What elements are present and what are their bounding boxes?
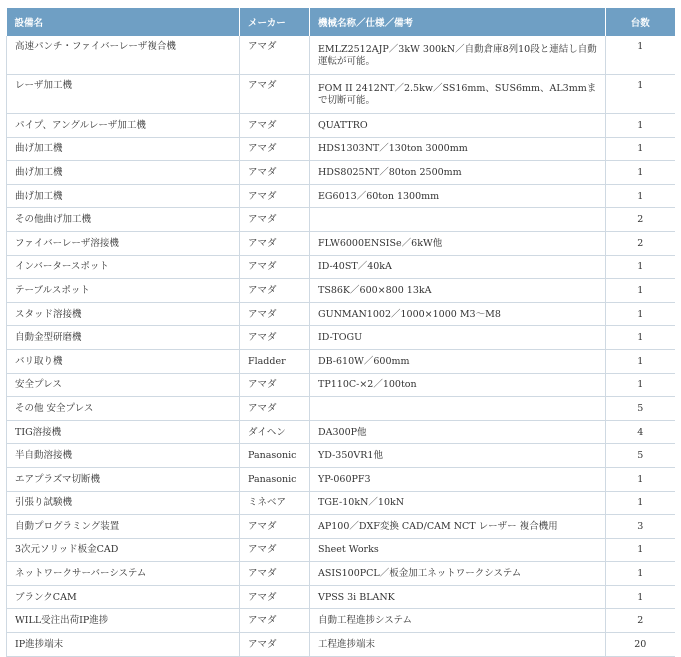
maker-cell: アマダ <box>240 36 310 75</box>
table-row <box>7 585 675 609</box>
header-count: 台数 <box>606 8 675 36</box>
equipment-name-cell: 引張り試験機 <box>7 491 240 515</box>
table-row <box>7 349 675 373</box>
maker-cell: ミネベア <box>240 491 310 515</box>
equipment-name-cell: 半自動溶接機 <box>7 444 240 468</box>
count-cell: 2 <box>606 208 675 232</box>
table-row <box>7 75 675 114</box>
maker-cell: アマダ <box>240 515 310 539</box>
table-body <box>7 36 675 656</box>
spec-cell: FLW6000ENSISe／6kW他 <box>310 231 606 255</box>
spec-cell: YD-350VR1他 <box>310 444 606 468</box>
count-cell: 1 <box>606 161 675 185</box>
spec-cell: HDS8025NT／80ton 2500mm <box>310 161 606 185</box>
maker-cell: アマダ <box>240 114 310 138</box>
table-row <box>7 302 675 326</box>
maker-cell: アマダ <box>240 585 310 609</box>
equipment-name-cell: TIG溶接機 <box>7 420 240 444</box>
spec-cell: YP-060PF3 <box>310 467 606 491</box>
table-row <box>7 114 675 138</box>
count-cell: 1 <box>606 184 675 208</box>
count-cell: 1 <box>606 255 675 279</box>
table-row <box>7 420 675 444</box>
maker-cell: アマダ <box>240 208 310 232</box>
table-row <box>7 161 675 185</box>
spec-cell: Sheet Works <box>310 538 606 562</box>
spec-cell: TS86K／600×800 13kA <box>310 279 606 303</box>
count-cell: 1 <box>606 279 675 303</box>
spec-cell: DA300P他 <box>310 420 606 444</box>
spec-cell: 工程進捗端末 <box>310 633 606 657</box>
spec-cell <box>310 208 606 232</box>
maker-cell: アマダ <box>240 326 310 350</box>
table-header <box>7 8 675 36</box>
equipment-name-cell: 曲げ加工機 <box>7 184 240 208</box>
maker-cell: アマダ <box>240 633 310 657</box>
equipment-name-cell: インバータースポット <box>7 255 240 279</box>
maker-cell: アマダ <box>240 75 310 114</box>
equipment-name-cell: 曲げ加工機 <box>7 161 240 185</box>
count-cell: 1 <box>606 36 675 75</box>
spec-cell: GUNMAN1002／1000×1000 M3～M8 <box>310 302 606 326</box>
table-row <box>7 231 675 255</box>
count-cell: 2 <box>606 609 675 633</box>
equipment-name-cell: レーザ加工機 <box>7 75 240 114</box>
equipment-name-cell: 3次元ソリッド板金CAD <box>7 538 240 562</box>
count-cell: 1 <box>606 491 675 515</box>
spec-cell: ASIS100PCL／板金加工ネットワークシステム <box>310 562 606 586</box>
spec-cell: TP110C-×2／100ton <box>310 373 606 397</box>
equipment-name-cell: 安全プレス <box>7 373 240 397</box>
maker-cell: Panasonic <box>240 444 310 468</box>
equipment-name-cell: スタッド溶接機 <box>7 302 240 326</box>
count-cell: 1 <box>606 538 675 562</box>
table-row <box>7 444 675 468</box>
maker-cell: アマダ <box>240 302 310 326</box>
spec-cell: 自動工程進捗システム <box>310 609 606 633</box>
maker-cell: アマダ <box>240 562 310 586</box>
equipment-name-cell: ファイバーレーザ溶接機 <box>7 231 240 255</box>
equipment-name-cell: 高速パンチ・ファイバーレーザ複合機 <box>7 36 240 75</box>
maker-cell: アマダ <box>240 279 310 303</box>
count-cell: 5 <box>606 444 675 468</box>
count-cell: 1 <box>606 302 675 326</box>
spec-cell: ID-TOGU <box>310 326 606 350</box>
maker-cell: アマダ <box>240 137 310 161</box>
table-row <box>7 137 675 161</box>
maker-cell: アマダ <box>240 161 310 185</box>
table-row <box>7 515 675 539</box>
header-row <box>7 8 675 36</box>
count-cell: 1 <box>606 137 675 161</box>
equipment-name-cell: 曲げ加工機 <box>7 137 240 161</box>
equipment-name-cell: エアプラズマ切断機 <box>7 467 240 491</box>
count-cell: 1 <box>606 114 675 138</box>
maker-cell: アマダ <box>240 397 310 421</box>
maker-cell: ダイヘン <box>240 420 310 444</box>
equipment-name-cell: 自動プログラミング装置 <box>7 515 240 539</box>
table-row <box>7 373 675 397</box>
spec-cell: QUATTRO <box>310 114 606 138</box>
table-row <box>7 397 675 421</box>
spec-cell: HDS1303NT／130ton 3000mm <box>310 137 606 161</box>
maker-cell: アマダ <box>240 255 310 279</box>
equipment-name-cell: IP進捗端末 <box>7 633 240 657</box>
equipment-name-cell: テーブルスポット <box>7 279 240 303</box>
table-row <box>7 184 675 208</box>
equipment-name-cell: バリ取り機 <box>7 349 240 373</box>
table-row <box>7 609 675 633</box>
table-row <box>7 538 675 562</box>
count-cell: 1 <box>606 326 675 350</box>
maker-cell: アマダ <box>240 538 310 562</box>
equipment-name-cell: 自動金型研磨機 <box>7 326 240 350</box>
spec-cell: TGE-10kN／10kN <box>310 491 606 515</box>
maker-cell: アマダ <box>240 609 310 633</box>
count-cell: 1 <box>606 75 675 114</box>
count-cell: 5 <box>606 397 675 421</box>
count-cell: 20 <box>606 633 675 657</box>
equipment-name-cell: パイプ、アングルレーザ加工機 <box>7 114 240 138</box>
count-cell: 1 <box>606 349 675 373</box>
spec-cell: ID-40ST／40kA <box>310 255 606 279</box>
equipment-table-container <box>6 8 674 657</box>
table-row <box>7 467 675 491</box>
count-cell: 1 <box>606 585 675 609</box>
table-row <box>7 491 675 515</box>
header-equipment: 設備名 <box>7 8 240 36</box>
count-cell: 2 <box>606 231 675 255</box>
equipment-name-cell: ブランクCAM <box>7 585 240 609</box>
maker-cell: アマダ <box>240 184 310 208</box>
spec-cell: EG6013／60ton 1300mm <box>310 184 606 208</box>
spec-cell: EMLZ2512AJP／3kW 300kN／自動倉庫8列10段と連結し自動運転が可能。 <box>310 36 606 75</box>
equipment-name-cell: その他曲げ加工機 <box>7 208 240 232</box>
equipment-name-cell: その他 安全プレス <box>7 397 240 421</box>
count-cell: 1 <box>606 562 675 586</box>
count-cell: 1 <box>606 373 675 397</box>
count-cell: 1 <box>606 467 675 491</box>
table-row <box>7 633 675 657</box>
spec-cell <box>310 397 606 421</box>
equipment-name-cell: WILL受注出荷IP進捗 <box>7 609 240 633</box>
equipment-name-cell: ネットワークサーバーシステム <box>7 562 240 586</box>
count-cell: 4 <box>606 420 675 444</box>
spec-cell: VPSS 3i BLANK <box>310 585 606 609</box>
maker-cell: アマダ <box>240 231 310 255</box>
maker-cell: Panasonic <box>240 467 310 491</box>
table-row <box>7 36 675 75</box>
table-row <box>7 255 675 279</box>
maker-cell: アマダ <box>240 373 310 397</box>
equipment-table <box>6 8 675 657</box>
table-row <box>7 326 675 350</box>
spec-cell: DB-610W／600mm <box>310 349 606 373</box>
count-cell: 3 <box>606 515 675 539</box>
table-row <box>7 279 675 303</box>
maker-cell: Fladder <box>240 349 310 373</box>
header-spec: 機械名称／仕様／備考 <box>310 8 606 36</box>
table-row <box>7 562 675 586</box>
table-row <box>7 208 675 232</box>
spec-cell: AP100／DXF変換 CAD/CAM NCT レーザー 複合機用 <box>310 515 606 539</box>
header-maker: メーカー <box>240 8 310 36</box>
spec-cell: FOM II 2412NT／2.5kw／SS16mm、SUS6mm、AL3mmまで切断可能。 <box>310 75 606 114</box>
